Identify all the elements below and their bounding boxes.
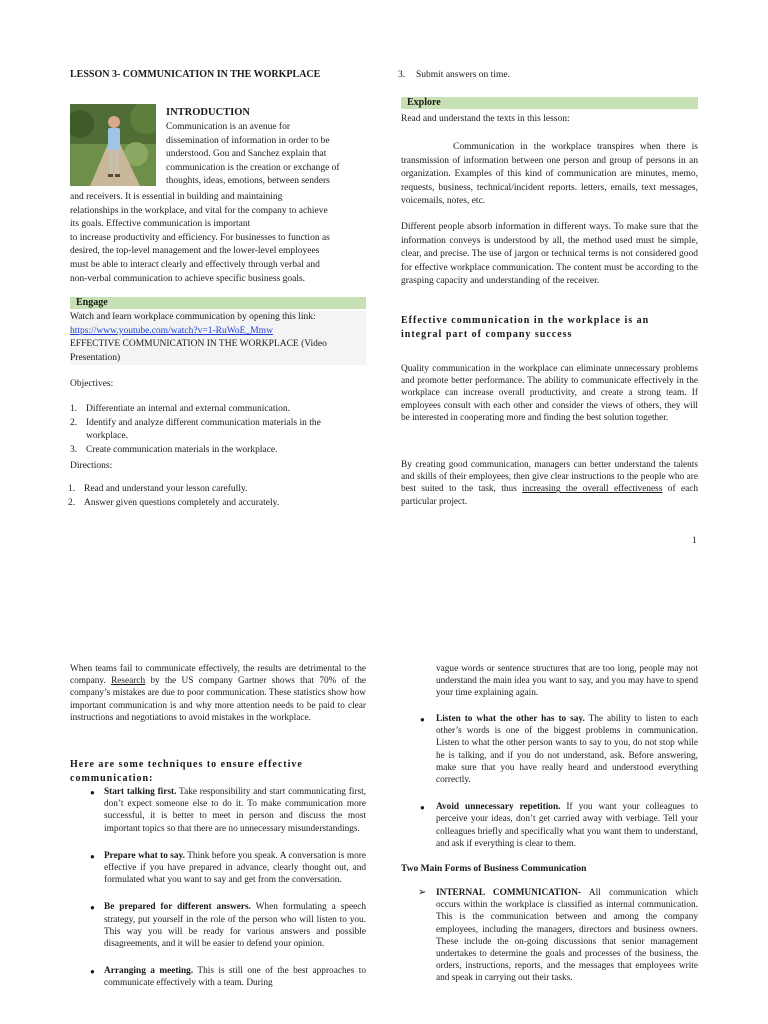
- engage-instruction: Watch and learn workplace communication by opening this link:: [70, 312, 316, 322]
- video-link[interactable]: https://www.youtube.com/watch?v=1-RuWoE_Mmw: [70, 325, 273, 336]
- bullet-icon: ●: [420, 715, 425, 724]
- effective-heading: Effective communication in the workplace is an integral part of company success: [401, 315, 650, 340]
- managers-text-end: of each particular project.: [401, 484, 699, 507]
- page-2: [0, 655, 768, 1024]
- explore-paragraph-2: Different people absorb information in different ways. To make sure that the information conveys is understood by all, the method used must be simple, clear, and precise. The use of jargon or technical terms is not considered good for effective workplace communication. The content must be according to the grasping capacity and understanding of the receiver.: [401, 222, 698, 287]
- engage-label: Engage: [76, 297, 108, 308]
- explore-paragraph-1: Communication in the workplace transpires when there is transmission of information between one person and group of persons in an organization. Examples of this kind of communication are minutes, memo, requests, business, technical/incident reports. letters, emails, text messages, voicemails, notes, etc.: [401, 142, 698, 207]
- list-item: 2. Answer given questions completely and accurately.: [68, 497, 280, 508]
- intro-line: must be able to interact clearly and effectively through verbal and: [70, 259, 320, 270]
- list-item: ● Avoid unnecessary repetition. If you want your colleagues to perceive your ideas, don’t get carried away with verbiage. Tell your colleagues briefly and specifically what you want them to understand, and ask if everything is clear to them.: [420, 802, 698, 849]
- arrow-bullet-icon: ➢: [418, 887, 427, 898]
- directions-label: Directions:: [70, 461, 113, 471]
- forms-heading: Two Main Forms of Business Communication: [401, 864, 587, 874]
- list-item: 1. Read and understand your lesson carefully.: [68, 484, 248, 494]
- continued-paragraph: vague words or sentence structures that are too long, people may not understand the main idea you want to say, and you may have to spend your time explaining again.: [436, 664, 698, 699]
- objectives-label: Objectives:: [70, 379, 114, 389]
- list-item: ● Prepare what to say. Think before you speak. A conversation is more effective if you have prepared in advance, clearly thought out, and formulated what you want to say and get from the conversation.: [90, 850, 366, 886]
- explore-section-header: [401, 97, 698, 109]
- bullet-icon: ●: [90, 967, 95, 977]
- intro-line: desired, the top-level management and the lower-level employees: [70, 246, 320, 257]
- quality-paragraph: Quality communication in the workplace can eliminate unnecessary problems and promote better performance. The ability to communicate effectively in the workplace can increase overall productivity, and create a strong team. If employees consult with each other and consider the views of others, they will be interested in cooperating more and finding the best solution together.: [401, 364, 698, 423]
- explore-intro: Read and understand the texts in this lesson:: [401, 114, 570, 124]
- list-item: 2. Identify and analyze different communication materials in the workplace.: [70, 417, 321, 442]
- lesson-title: LESSON 3- COMMUNICATION IN THE WORKPLACE: [70, 69, 321, 80]
- intro-line: its goals. Effective communication is important: [70, 219, 251, 230]
- intro-line: to increase productivity and efficiency. For businesses to function as: [70, 232, 330, 243]
- bullet-icon: ●: [90, 851, 95, 861]
- internal-communication-item: ➢ INTERNAL COMMUNICATION- All communication which occurs within the workplace is classified as internal communication. This is the communication between and among the company employees, including the managers, directors and business owners. These include the on-going discussions that senior management undertakes to determine the goals and processes of the business, the orders, instructions, reports, and the messages that employees write and speak in carrying out their tasks.: [418, 887, 698, 984]
- list-item: ● Listen to what the other has to say. The ability to listen to each other’s words is one of the biggest problems in communication. Listen to what the other person wants to say to you, do not stop while he is talking, and if you do not understand, ask. Before answering, make sure that you have really heard and understood everything correctly.: [420, 714, 698, 786]
- intro-line: thoughts, ideas, emotions, between senders: [166, 176, 330, 187]
- techniques-list-right: [420, 713, 698, 850]
- intro-line: non-verbal communication to achieve specific business goals.: [70, 273, 306, 284]
- list-item: ● Be prepared for different answers. When formulating a speech strategy, put yourself in the role of the person who will listen to you. This way you will be ready for various answers and possible disagreements, and it will be easier to defend your opinion.: [90, 902, 366, 950]
- intro-full-text: [70, 191, 366, 286]
- engage-section-header: [70, 297, 366, 309]
- managers-paragraph: [401, 459, 698, 508]
- intro-line: and receivers. It is essential in building and maintaining: [70, 192, 283, 202]
- man-in-garden-image: [70, 104, 156, 186]
- bullet-icon: ●: [90, 903, 95, 913]
- bullet-icon: ●: [420, 803, 425, 813]
- intro-line: understood. Gou and Sanchez explain that: [166, 149, 327, 160]
- techniques-heading: Here are some techniques to ensure effective communication:: [70, 759, 303, 784]
- teams-paragraph: [70, 663, 366, 724]
- list-item: 3. Create communication materials in the workplace.: [70, 444, 278, 455]
- managers-text: By creating good communication, managers can better understand the talents and skills of their employees, then give clear instructions to the people who are best suited to the task, thus: [401, 460, 698, 495]
- intro-line: communication is the creation or exchange of: [166, 162, 340, 173]
- bullet-icon: ●: [90, 788, 95, 797]
- list-item: ● Start talking first. Take responsibility and start communicating first, don’t expect someone else to do it. To make communication more successful, it is better to meet in person and discuss the most important topics so that there are no unnecessary misunderstandings.: [90, 787, 367, 834]
- intro-photo: [70, 104, 156, 186]
- explore-label: Explore: [407, 97, 441, 108]
- objectives-list: [70, 403, 360, 457]
- intro-line: dissemination of information in order to be: [166, 135, 330, 146]
- engage-block: [70, 311, 366, 365]
- list-item: 1. Differentiate an internal and external communication.: [70, 404, 290, 414]
- teams-text: When teams fail to communicate effectively, the results are detrimental to the company.: [70, 664, 366, 687]
- techniques-list-left: [90, 786, 366, 990]
- list-item: ● Arranging a meeting. This is still one of the best approaches to communicate effectively with a team. During: [90, 966, 367, 989]
- directions-item-3: 3. Submit answers on time.: [398, 70, 510, 80]
- teams-text-end: by the US company Gartner shows that 70% of the company’s mistakes are due to poor communication. These statistics show how important communication is and why more attention needs to be paid to clear instructions and negotiations to avoid mistakes in the workplace.: [70, 676, 366, 723]
- page-number: 1: [692, 536, 697, 546]
- directions-list: [68, 483, 368, 510]
- research-link[interactable]: Research: [111, 676, 146, 687]
- video-title: EFFECTIVE COMMUNICATION IN THE WORKPLACE (Video Presentation): [70, 339, 327, 363]
- intro-wrapped-text: [166, 121, 366, 189]
- intro-heading: INTRODUCTION: [166, 107, 251, 118]
- intro-line: Communication is an avenue for: [166, 122, 290, 132]
- intro-line: relationships in the workplace, and vital for the company to achieve: [70, 205, 328, 216]
- effectiveness-link[interactable]: increasing the overall effectiveness: [522, 484, 663, 495]
